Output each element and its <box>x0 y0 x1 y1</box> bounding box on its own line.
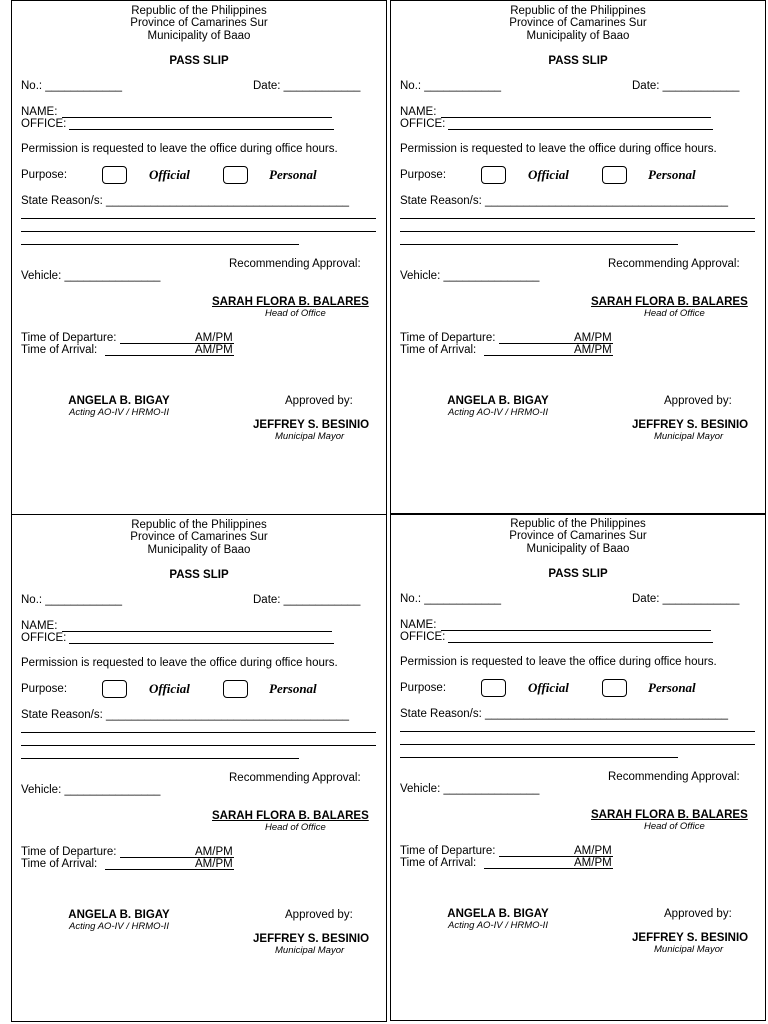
slip-title: PASS SLIP <box>169 55 229 67</box>
header-municipality: Municipality of Baao <box>526 543 630 555</box>
header-republic: Republic of the Philippines <box>510 518 646 530</box>
departure-label: Time of Departure: <box>21 332 117 344</box>
recommending-title: Head of Office <box>265 308 326 319</box>
personal-checkbox[interactable] <box>223 680 248 698</box>
arrival-label: Time of Arrival: <box>400 344 477 356</box>
office-label: OFFICE: <box>21 632 67 644</box>
personal-label: Personal <box>648 680 696 695</box>
purpose-label: Purpose: <box>400 682 447 694</box>
header-municipality: Municipality of Baao <box>147 544 251 556</box>
recommending-label: Recommending Approval: <box>229 258 361 270</box>
purpose-label: Purpose: <box>400 169 447 181</box>
header-province: Province of Camarines Sur <box>509 530 647 542</box>
recommending-label: Recommending Approval: <box>229 772 361 784</box>
official-label: Official <box>528 167 569 182</box>
personal-checkbox[interactable] <box>223 166 248 184</box>
arrival-label: Time of Arrival: <box>21 344 98 356</box>
name-field[interactable] <box>441 117 711 118</box>
no-field[interactable]: No.: ____________ <box>21 594 123 606</box>
vehicle-field[interactable]: Vehicle: _______________ <box>21 270 161 282</box>
approved-title: Municipal Mayor <box>275 945 345 956</box>
pass-slip-4 <box>390 513 766 1021</box>
reason-line-2[interactable] <box>21 231 376 232</box>
no-field[interactable]: No.: ____________ <box>21 80 123 92</box>
reason-line-3[interactable] <box>21 758 299 759</box>
approved-title: Municipal Mayor <box>654 431 724 442</box>
arrival-label: Time of Arrival: <box>400 857 477 869</box>
name-label: NAME: <box>400 619 437 631</box>
recommending-label: Recommending Approval: <box>608 771 740 783</box>
office-label: OFFICE: <box>400 631 446 643</box>
office-label: OFFICE: <box>21 118 67 130</box>
departure-ampm: AM/PM <box>195 846 233 858</box>
approved-name: JEFFREY S. BESINIO <box>253 419 370 431</box>
name-field[interactable] <box>62 117 332 118</box>
reason-line-2[interactable] <box>21 745 376 746</box>
hrmo-title: Acting AO-IV / HRMO-II <box>69 921 169 932</box>
personal-checkbox[interactable] <box>602 166 627 184</box>
header-republic: Republic of the Philippines <box>510 5 646 17</box>
name-label: NAME: <box>400 106 437 118</box>
arrival-ampm: AM/PM <box>195 858 233 870</box>
reason-field[interactable]: State Reason/s: ______________________________________ <box>400 708 729 720</box>
approved-title: Municipal Mayor <box>654 944 724 955</box>
date-field[interactable]: Date: ____________ <box>632 80 740 92</box>
no-field[interactable]: No.: ____________ <box>400 80 502 92</box>
purpose-label: Purpose: <box>21 683 68 695</box>
reason-line-3[interactable] <box>400 244 678 245</box>
personal-label: Personal <box>648 167 696 182</box>
date-field[interactable]: Date: ____________ <box>253 594 361 606</box>
header-province: Province of Camarines Sur <box>130 17 268 29</box>
reason-field[interactable]: State Reason/s: ______________________________________ <box>21 709 350 721</box>
hrmo-name: ANGELA B. BIGAY <box>447 395 549 407</box>
personal-label: Personal <box>269 167 317 182</box>
header-province: Province of Camarines Sur <box>130 531 268 543</box>
reason-line-2[interactable] <box>400 231 755 232</box>
hrmo-title: Acting AO-IV / HRMO-II <box>448 920 548 931</box>
approved-label: Approved by: <box>664 395 732 407</box>
reason-line-1[interactable] <box>21 732 376 733</box>
official-label: Official <box>149 167 190 182</box>
slip-title: PASS SLIP <box>548 55 608 67</box>
reason-line-2[interactable] <box>400 744 755 745</box>
departure-ampm: AM/PM <box>574 332 612 344</box>
arrival-ampm: AM/PM <box>574 344 612 356</box>
hrmo-title: Acting AO-IV / HRMO-II <box>448 407 548 418</box>
office-field[interactable] <box>448 642 713 643</box>
official-checkbox[interactable] <box>102 166 127 184</box>
date-field[interactable]: Date: ____________ <box>253 80 361 92</box>
recommending-title: Head of Office <box>644 821 705 832</box>
reason-line-3[interactable] <box>400 757 678 758</box>
approved-name: JEFFREY S. BESINIO <box>632 419 749 431</box>
permission-text: Permission is requested to leave the office during office hours. <box>21 657 338 669</box>
arrival-label: Time of Arrival: <box>21 858 98 870</box>
approved-label: Approved by: <box>664 908 732 920</box>
header-republic: Republic of the Philippines <box>131 5 267 17</box>
approved-label: Approved by: <box>285 395 353 407</box>
office-label: OFFICE: <box>400 118 446 130</box>
name-label: NAME: <box>21 620 58 632</box>
office-field[interactable] <box>69 129 334 130</box>
official-checkbox[interactable] <box>481 679 506 697</box>
official-checkbox[interactable] <box>102 680 127 698</box>
pass-slip-3 <box>11 514 387 1022</box>
date-field[interactable]: Date: ____________ <box>632 593 740 605</box>
permission-text: Permission is requested to leave the office during office hours. <box>400 656 717 668</box>
departure-ampm: AM/PM <box>195 332 233 344</box>
recommending-name: SARAH FLORA B. BALARES <box>591 296 748 308</box>
permission-text: Permission is requested to leave the office during office hours. <box>400 143 717 155</box>
official-label: Official <box>149 681 190 696</box>
approved-title: Municipal Mayor <box>275 431 345 442</box>
pass-slip-2 <box>390 0 766 515</box>
recommending-label: Recommending Approval: <box>608 258 740 270</box>
purpose-label: Purpose: <box>21 169 68 181</box>
departure-ampm: AM/PM <box>574 845 612 857</box>
recommending-name: SARAH FLORA B. BALARES <box>212 810 369 822</box>
departure-label: Time of Departure: <box>400 332 496 344</box>
header-province: Province of Camarines Sur <box>509 17 647 29</box>
approved-name: JEFFREY S. BESINIO <box>253 933 370 945</box>
approved-label: Approved by: <box>285 909 353 921</box>
hrmo-name: ANGELA B. BIGAY <box>447 908 549 920</box>
office-field[interactable] <box>448 129 713 130</box>
header-municipality: Municipality of Baao <box>526 30 630 42</box>
name-field[interactable] <box>62 631 332 632</box>
office-field[interactable] <box>69 643 334 644</box>
reason-line-3[interactable] <box>21 244 299 245</box>
arrival-ampm: AM/PM <box>574 857 612 869</box>
reason-line-1[interactable] <box>21 218 376 219</box>
pass-slip-1 <box>11 0 387 515</box>
departure-label: Time of Departure: <box>21 846 117 858</box>
reason-line-1[interactable] <box>400 731 755 732</box>
reason-line-1[interactable] <box>400 218 755 219</box>
permission-text: Permission is requested to leave the office during office hours. <box>21 143 338 155</box>
hrmo-name: ANGELA B. BIGAY <box>68 395 170 407</box>
no-field[interactable]: No.: ____________ <box>400 593 502 605</box>
official-label: Official <box>528 680 569 695</box>
header-republic: Republic of the Philippines <box>131 519 267 531</box>
official-checkbox[interactable] <box>481 166 506 184</box>
departure-label: Time of Departure: <box>400 845 496 857</box>
reason-field[interactable]: State Reason/s: ______________________________________ <box>400 195 729 207</box>
name-field[interactable] <box>441 630 711 631</box>
hrmo-name: ANGELA B. BIGAY <box>68 909 170 921</box>
recommending-title: Head of Office <box>265 822 326 833</box>
personal-label: Personal <box>269 681 317 696</box>
arrival-ampm: AM/PM <box>195 344 233 356</box>
header-municipality: Municipality of Baao <box>147 30 251 42</box>
approved-name: JEFFREY S. BESINIO <box>632 932 749 944</box>
vehicle-field[interactable]: Vehicle: _______________ <box>400 270 540 282</box>
slip-title: PASS SLIP <box>169 569 229 581</box>
hrmo-title: Acting AO-IV / HRMO-II <box>69 407 169 418</box>
recommending-title: Head of Office <box>644 308 705 319</box>
slip-title: PASS SLIP <box>548 568 608 580</box>
vehicle-field[interactable]: Vehicle: _______________ <box>400 783 540 795</box>
personal-checkbox[interactable] <box>602 679 627 697</box>
recommending-name: SARAH FLORA B. BALARES <box>212 296 369 308</box>
recommending-name: SARAH FLORA B. BALARES <box>591 809 748 821</box>
reason-field[interactable]: State Reason/s: ______________________________________ <box>21 195 350 207</box>
vehicle-field[interactable]: Vehicle: _______________ <box>21 784 161 796</box>
name-label: NAME: <box>21 106 58 118</box>
